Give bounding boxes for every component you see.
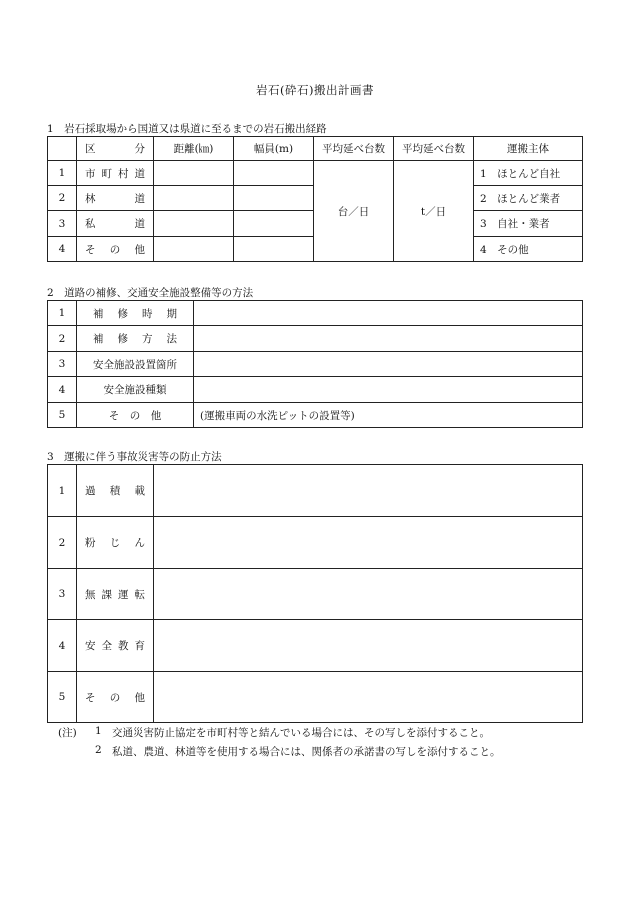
header-blank — [48, 137, 77, 161]
note-text: 私道、農道、林道等を使用する場合には、関係者の承諾書の写しを添付すること。 — [112, 746, 501, 758]
maintenance-input[interactable]: (運搬車両の水洗ピットの設置等) — [194, 403, 583, 428]
distance-input[interactable] — [154, 186, 234, 211]
header-category: 区 分 — [77, 137, 154, 161]
section2-heading: 2 道路の補修、交通安全施設整備等の方法 — [47, 287, 254, 299]
operator-option: 1 ほとんど自社 — [474, 161, 583, 186]
route-row-num: 2 — [48, 186, 77, 211]
route-row-label: 林 道 — [77, 186, 154, 211]
maintenance-row-label: 安全施設種類 — [77, 377, 194, 403]
note-num: 2 — [95, 744, 102, 756]
route-row-label: 私 道 — [77, 211, 154, 237]
prevention-row-label: 過 積 載 — [77, 465, 154, 517]
maintenance-row-num: 4 — [48, 377, 77, 403]
accident-prevention-table — [47, 464, 583, 723]
avg-count-vehicles[interactable]: 台／日 — [314, 161, 394, 262]
operator-option: 4 その他 — [474, 237, 583, 262]
route-row-num: 4 — [48, 237, 77, 262]
maintenance-row-num: 3 — [48, 352, 77, 377]
route-row-label: 市町村道 — [77, 161, 154, 186]
road-maintenance-table — [47, 300, 583, 428]
prevention-row-label: 無課運転 — [77, 569, 154, 620]
maintenance-row-label: そ の 他 — [77, 403, 194, 428]
prevention-input[interactable] — [154, 517, 583, 569]
distance-input[interactable] — [154, 211, 234, 237]
header-avg-count-2: 平均延べ台数 — [394, 137, 474, 161]
header-distance: 距離(㎞) — [154, 137, 234, 161]
width-input[interactable] — [234, 186, 314, 211]
prevention-row-label: 粉 じ ん — [77, 517, 154, 569]
maintenance-input[interactable] — [194, 352, 583, 377]
maintenance-row-num: 1 — [48, 301, 77, 326]
route-row-label: そ の 他 — [77, 237, 154, 262]
header-operator: 運搬主体 — [474, 137, 583, 161]
maintenance-row-label: 補修方法 — [77, 326, 194, 352]
operator-option: 3 自社・業者 — [474, 211, 583, 237]
maintenance-row-label: 安全施設設置箇所 — [77, 352, 194, 377]
prevention-input[interactable] — [154, 569, 583, 620]
header-avg-count-1: 平均延べ台数 — [314, 137, 394, 161]
section3-heading: 3 運搬に伴う事故災害等の防止方法 — [47, 451, 222, 463]
maintenance-row-num: 5 — [48, 403, 77, 428]
maintenance-input[interactable] — [194, 326, 583, 352]
maintenance-input[interactable] — [194, 301, 583, 326]
prevention-row-num: 5 — [48, 672, 77, 723]
prevention-row-num: 3 — [48, 569, 77, 620]
width-input[interactable] — [234, 237, 314, 262]
distance-input[interactable] — [154, 237, 234, 262]
width-input[interactable] — [234, 211, 314, 237]
prevention-row-num: 4 — [48, 620, 77, 672]
prevention-row-label: そ の 他 — [77, 672, 154, 723]
maintenance-row-num: 2 — [48, 326, 77, 352]
route-table — [47, 136, 583, 262]
note-text: 交通災害防止協定を市町村等と結んでいる場合には、その写しを添付すること。 — [112, 727, 490, 739]
route-row-num: 3 — [48, 211, 77, 237]
distance-input[interactable] — [154, 161, 234, 186]
prevention-input[interactable] — [154, 620, 583, 672]
document-title: 岩石(砕石)搬出計画書 — [256, 83, 374, 97]
width-input[interactable] — [234, 161, 314, 186]
route-row-num: 1 — [48, 161, 77, 186]
header-width: 幅員(m) — [234, 137, 314, 161]
section1-heading: 1 岩石採取場から国道又は県道に至るまでの岩石搬出経路 — [47, 123, 327, 135]
prevention-row-num: 2 — [48, 517, 77, 569]
prevention-input[interactable] — [154, 672, 583, 723]
operator-option: 2 ほとんど業者 — [474, 186, 583, 211]
maintenance-row-label: 補修時期 — [77, 301, 194, 326]
note-num: 1 — [95, 725, 102, 737]
notes-prefix: (注) — [58, 727, 77, 739]
prevention-row-label: 安全教育 — [77, 620, 154, 672]
avg-count-tons[interactable]: t／日 — [394, 161, 474, 262]
prevention-row-num: 1 — [48, 465, 77, 517]
maintenance-input[interactable] — [194, 377, 583, 403]
prevention-input[interactable] — [154, 465, 583, 517]
